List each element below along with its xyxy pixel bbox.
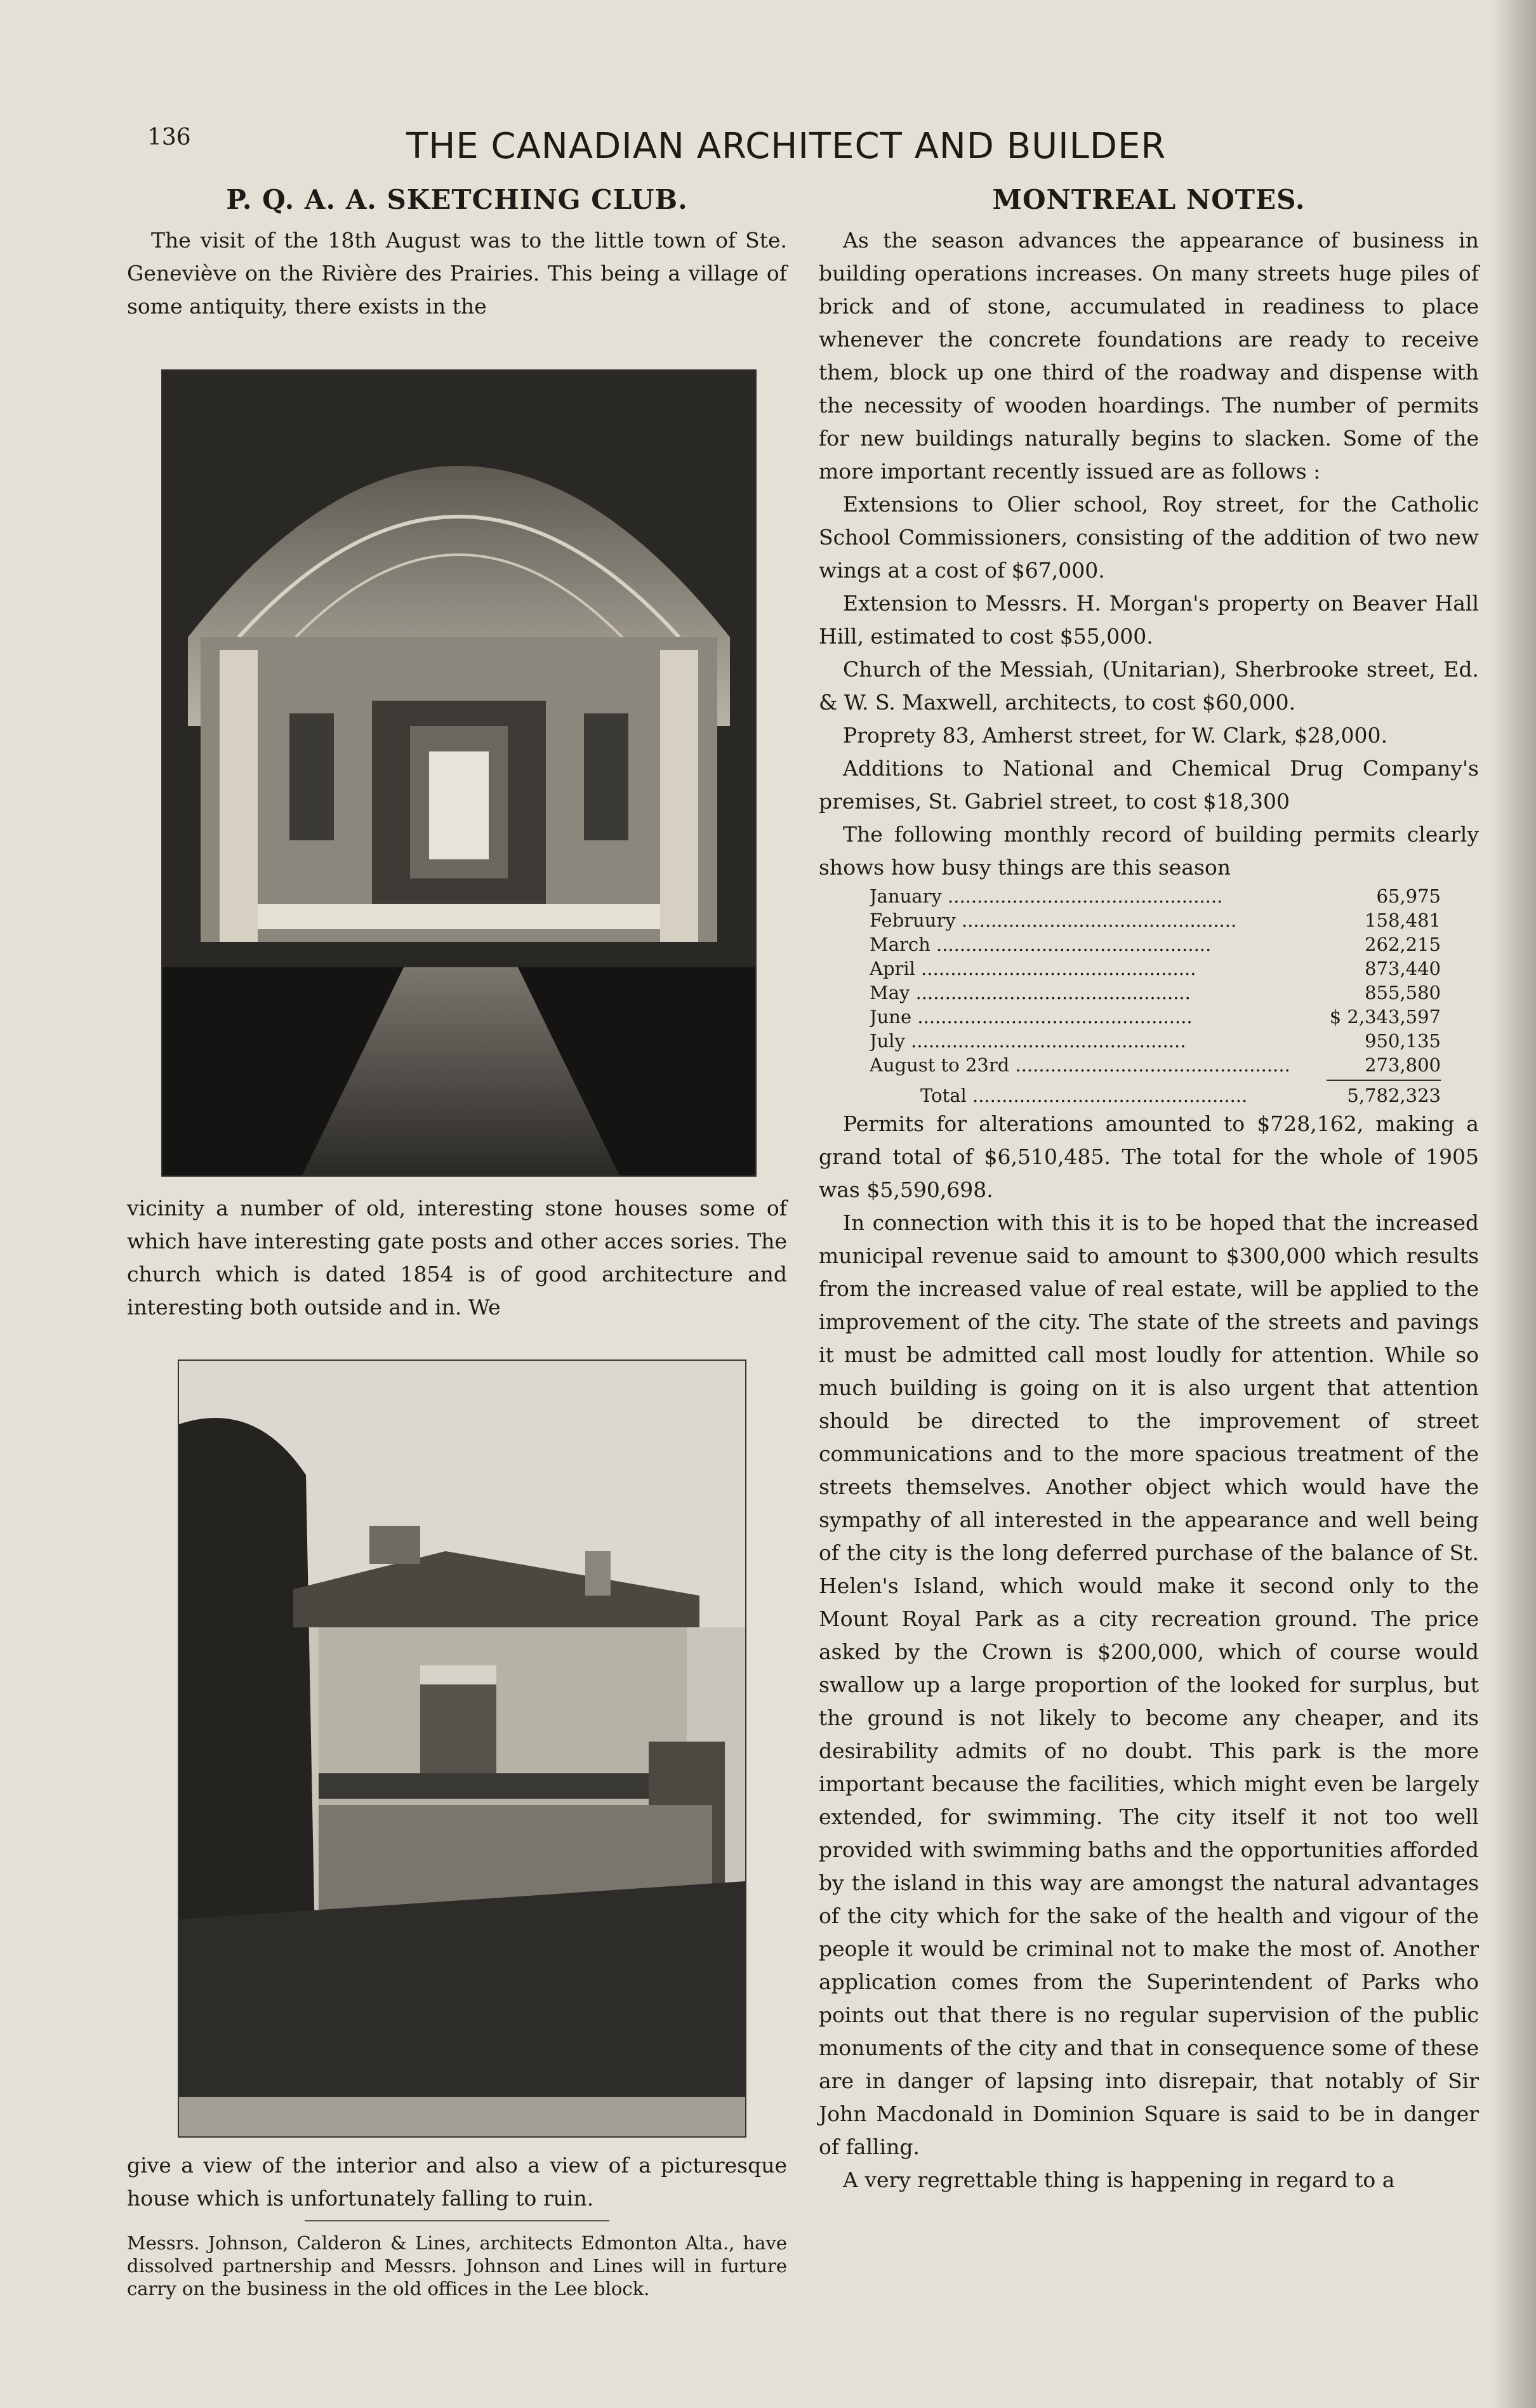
page-spine-shadow xyxy=(1492,0,1536,2408)
total-rule xyxy=(1327,1080,1441,1081)
section-title-sketching-club: P. Q. A. A. SKETCHING CLUB. xyxy=(226,184,688,215)
sketching-club-paragraph-1: The visit of the 18th August was to the little town of Ste. Geneviève on the Rivière des Prairies. This being a village of some antiquity, there exists in the xyxy=(127,228,787,319)
left-column-bottom xyxy=(127,2149,787,2300)
montreal-paragraph-1: As the season advances the appearance of business in building operations increases. On many streets huge piles of brick and of stone, accumulated in readiness to place whenever the concrete foundations are ready to receive them, block up one third of the roadway and dispense with the necessity of wooden hoardings. The number of permits for new buildings naturally begins to slacken. Some of the more important recently issued are as follows : xyxy=(819,228,1479,484)
sketching-club-paragraph-3: give a view of the interior and also a view of a picturesque house which is unfortunately falling to ruin. xyxy=(127,2153,787,2211)
table-row xyxy=(870,884,1441,908)
montreal-paragraph-7: The following monthly record of building permits clearly shows how busy things are this season xyxy=(819,822,1479,880)
old-house-photo xyxy=(178,1359,746,2138)
montreal-paragraph-4: Church of the Messiah, (Unitarian), Sherbrooke street, Ed. & W. S. Maxwell, architects, to cost $60,000. xyxy=(819,657,1479,715)
table-row xyxy=(870,908,1441,932)
table-row xyxy=(870,956,1441,981)
table-month: August to 23rd ..... xyxy=(870,1053,1290,1077)
table-month: July ..... xyxy=(870,1029,1186,1053)
table-month: May ..... xyxy=(870,981,1191,1005)
table-value: 950,135 xyxy=(1365,1030,1441,1052)
table-month: Februury ..... xyxy=(870,908,1236,932)
montreal-paragraph-8: Permits for alterations amounted to $728,162, making a grand total of $6,510,485. The total for the whole of 1905 was $5,590,698. xyxy=(819,1111,1479,1202)
table-value: 273,800 xyxy=(1365,1054,1441,1076)
table-value: 65,975 xyxy=(1376,885,1441,907)
running-title: THE CANADIAN ARCHITECT AND BUILDER xyxy=(406,126,1167,167)
table-value: $ 2,343,597 xyxy=(1329,1006,1441,1028)
table-month: January ..... xyxy=(870,884,1222,908)
table-total-row xyxy=(870,1083,1441,1108)
table-month: March ..... xyxy=(870,932,1211,956)
table-row xyxy=(870,932,1441,956)
table-value: 873,440 xyxy=(1365,958,1441,979)
left-column-top xyxy=(127,184,787,323)
table-month: June ..... xyxy=(870,1005,1193,1029)
table-total-label: Total ..... xyxy=(920,1083,1247,1108)
montreal-paragraph-9: In connection with this it is to be hoped that the increased municipal revenue said to amount to $300,000 which results from the increased value of real estate, will be applied to the improvement of the city. The state of the streets and pavings it must be admitted call most loudly for attention. While so much building is going on it is also urgent that attention should be directed to the improvement of street communications and to the more spacious treatment of the streets themselves. Another object which would have the sympathy of all interested in the appearance and well being of the city is the long deferred purchase of the balance of St. Helen's Island, which would make it second only to the Mount Royal Park as a city recreation ground. The price asked by the Crown is $200,000, which of course would swallow up a large proportion of the looked for surplus, but the ground is not likely to become any cheaper, and its desirability admits of no doubt. This park is the more important because the facilities, which might even be largely extended, for swimming. The city itself it not too well provided with swimming baths and the opportunities afforded by the island in this way are amongst the natural advantages of the city which for the sake of the health and vigour of the people it would be criminal not to make the most of. Another application comes from the Superintendent of Parks who points out that there is no regular supervision of the public monuments of the city and that in consequence some of these are in danger of lapsing into disrepair, that notably of Sir John Macdonald in Dominion Square is said to be in danger of falling. xyxy=(819,1210,1479,2159)
montreal-paragraph-5: Proprety 83, Amherst street, for W. Clark, $28,000. xyxy=(843,723,1387,748)
right-column xyxy=(819,184,1479,2197)
table-value: 855,580 xyxy=(1365,982,1441,1003)
page-number: 136 xyxy=(147,124,191,150)
divider-rule xyxy=(305,2220,609,2221)
montreal-paragraph-2: Extensions to Olier school, Roy street, for the Catholic School Commissioners, consisting of the addition of two new wings at a cost of $67,000. xyxy=(819,492,1479,583)
table-value: 158,481 xyxy=(1365,910,1441,931)
table-total-value: 5,782,323 xyxy=(1347,1085,1441,1106)
montreal-paragraph-6: Additions to National and Chemical Drug Company's premises, St. Gabriel street, to cost $18,300 xyxy=(819,756,1479,814)
table-row xyxy=(870,1029,1441,1053)
montreal-paragraph-10: A very regrettable thing is happening in regard to a xyxy=(843,2167,1395,2192)
table-value: 262,215 xyxy=(1365,934,1441,955)
sketching-club-paragraph-2: vicinity a number of old, interesting stone houses some of which have interesting gate posts and other acces sories. The church which is dated 1854 is of good architecture and interesting both outside and in. We xyxy=(127,1196,787,1320)
table-row xyxy=(870,981,1441,1005)
table-row xyxy=(870,1053,1441,1077)
section-title-montreal-notes: MONTREAL NOTES. xyxy=(992,184,1306,215)
table-month: April ..... xyxy=(870,956,1196,981)
montreal-paragraph-3: Extension to Messrs. H. Morgan's property on Beaver Hall Hill, estimated to cost $55,000. xyxy=(819,591,1479,649)
monthly-permits-table xyxy=(870,884,1441,1108)
left-column-middle xyxy=(127,1192,787,1324)
partnership-notice: Messrs. Johnson, Calderon & Lines, architects Edmonton Alta., have dissolved partnership and Messrs. Johnson and Lines will in furture carry on the business in the old offices in the Lee block. xyxy=(127,2232,787,2299)
church-interior-photo xyxy=(161,369,757,1177)
table-row xyxy=(870,1005,1441,1029)
